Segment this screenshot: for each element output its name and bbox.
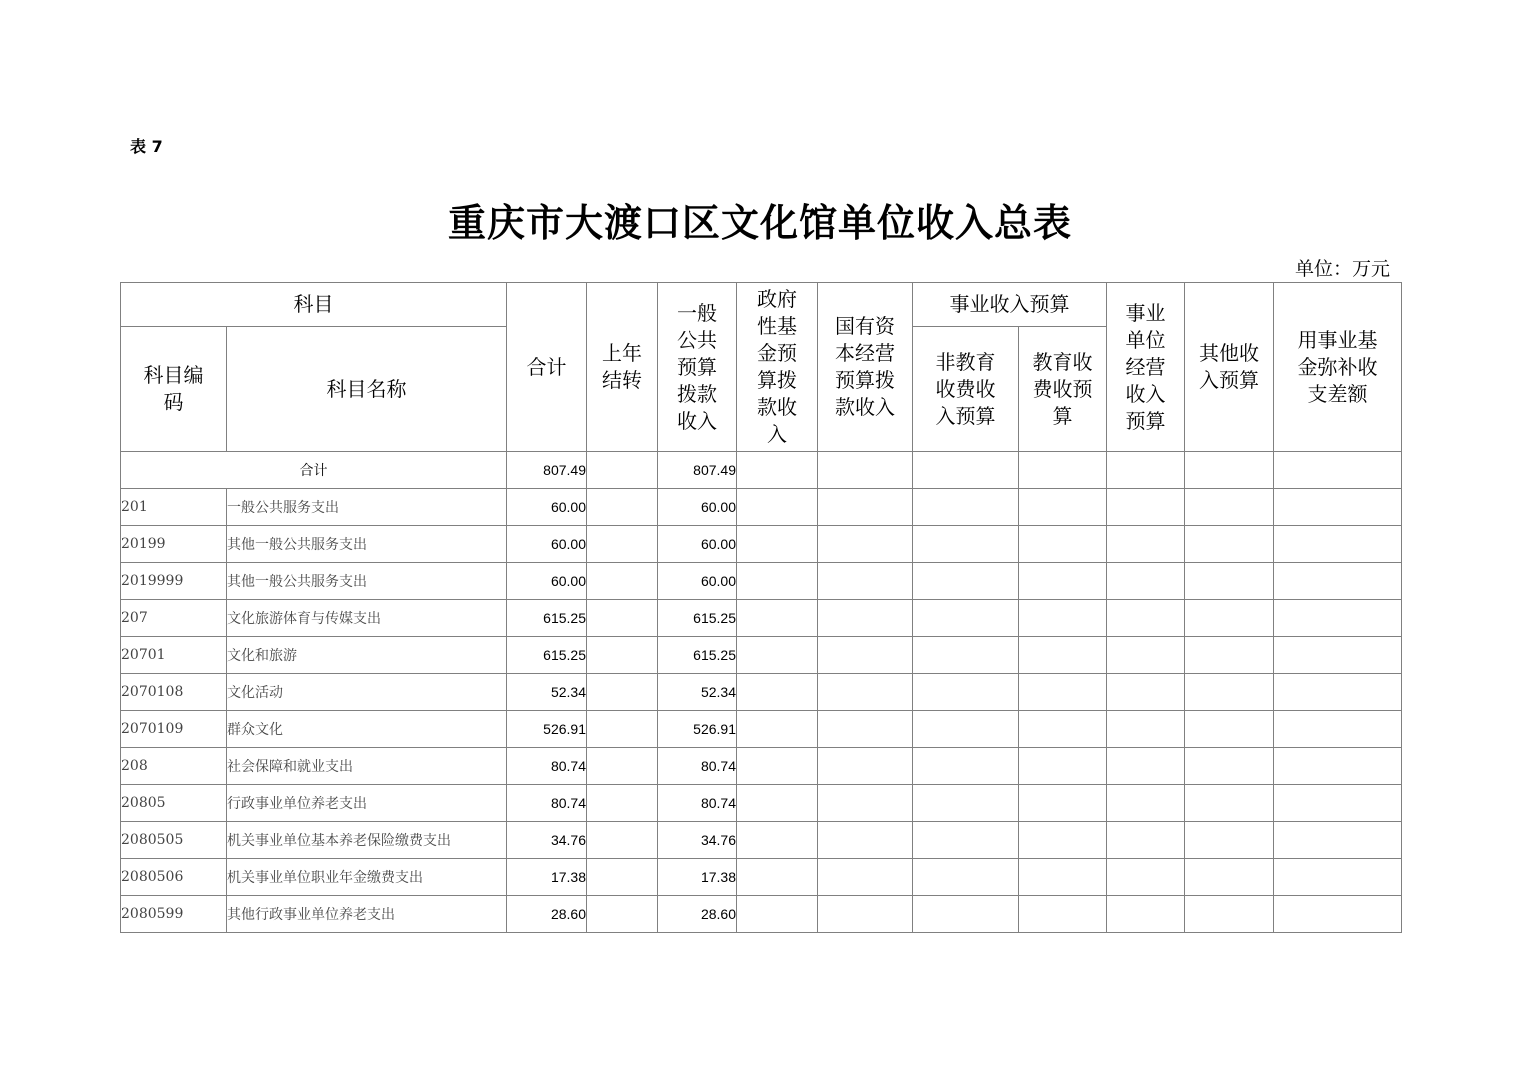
empty-cell bbox=[1274, 859, 1402, 896]
empty-cell bbox=[1019, 489, 1107, 526]
empty-cell bbox=[587, 526, 658, 563]
total-cell: 34.76 bbox=[507, 822, 587, 859]
subject-name-cell: 一般公共服务支出 bbox=[227, 489, 507, 526]
header-subject-name: 科目名称 bbox=[227, 327, 507, 452]
empty-cell bbox=[818, 637, 913, 674]
subject-code-cell: 2080599 bbox=[121, 896, 227, 933]
empty-cell bbox=[737, 563, 818, 600]
empty-cell bbox=[737, 600, 818, 637]
empty-cell bbox=[1019, 452, 1107, 489]
subject-name-cell: 行政事业单位养老支出 bbox=[227, 785, 507, 822]
empty-cell bbox=[1107, 822, 1185, 859]
empty-cell bbox=[737, 526, 818, 563]
subject-name-cell: 其他一般公共服务支出 bbox=[227, 526, 507, 563]
empty-cell bbox=[587, 674, 658, 711]
header-other-income bbox=[1185, 283, 1274, 452]
header-subject-code bbox=[121, 327, 227, 452]
empty-cell bbox=[913, 785, 1019, 822]
empty-cell bbox=[1107, 489, 1185, 526]
empty-cell bbox=[737, 489, 818, 526]
empty-cell bbox=[587, 489, 658, 526]
table-number-label: 表 7 bbox=[130, 137, 163, 156]
empty-cell bbox=[1185, 822, 1274, 859]
header-row-1 bbox=[121, 283, 1402, 327]
empty-cell bbox=[587, 859, 658, 896]
subject-code-cell: 2070109 bbox=[121, 711, 227, 748]
empty-cell bbox=[587, 822, 658, 859]
empty-cell bbox=[737, 748, 818, 785]
empty-cell bbox=[1274, 785, 1402, 822]
general-public-budget-cell: 80.74 bbox=[658, 748, 737, 785]
empty-cell bbox=[587, 785, 658, 822]
empty-cell bbox=[818, 748, 913, 785]
empty-cell bbox=[1274, 896, 1402, 933]
empty-cell bbox=[913, 674, 1019, 711]
total-row bbox=[121, 452, 1402, 489]
table-row bbox=[121, 600, 1402, 637]
total-cell: 60.00 bbox=[507, 563, 587, 600]
empty-cell bbox=[1107, 674, 1185, 711]
empty-cell bbox=[1185, 711, 1274, 748]
empty-cell bbox=[818, 563, 913, 600]
total-cell: 52.34 bbox=[507, 674, 587, 711]
empty-cell bbox=[1019, 859, 1107, 896]
general-public-budget-cell: 60.00 bbox=[658, 489, 737, 526]
header-non-education-fee bbox=[913, 327, 1019, 452]
subject-code-cell: 208 bbox=[121, 748, 227, 785]
header-non-education-fee-text: 非教育收费收入预算 bbox=[935, 349, 996, 428]
total-cell: 60.00 bbox=[507, 489, 587, 526]
header-last-year-carryover-text: 上年结转 bbox=[602, 341, 642, 392]
total-cell: 615.25 bbox=[507, 637, 587, 674]
empty-cell bbox=[1185, 600, 1274, 637]
empty-cell bbox=[1185, 526, 1274, 563]
empty-cell bbox=[737, 711, 818, 748]
subject-name-cell: 群众文化 bbox=[227, 711, 507, 748]
total-cell: 60.00 bbox=[507, 526, 587, 563]
empty-cell bbox=[818, 896, 913, 933]
empty-cell bbox=[1185, 859, 1274, 896]
empty-cell bbox=[913, 600, 1019, 637]
total-cell: 526.91 bbox=[507, 711, 587, 748]
subject-name-cell: 文化旅游体育与传媒支出 bbox=[227, 600, 507, 637]
table-row bbox=[121, 785, 1402, 822]
empty-cell bbox=[737, 822, 818, 859]
income-summary-table bbox=[120, 282, 1402, 933]
empty-cell bbox=[913, 637, 1019, 674]
empty-cell bbox=[587, 711, 658, 748]
empty-cell bbox=[1019, 563, 1107, 600]
empty-cell bbox=[1107, 563, 1185, 600]
empty-cell bbox=[818, 600, 913, 637]
header-fund-offset bbox=[1274, 283, 1402, 452]
total-cell: 17.38 bbox=[507, 859, 587, 896]
general-public-budget-cell: 17.38 bbox=[658, 859, 737, 896]
empty-cell bbox=[1107, 600, 1185, 637]
subject-code-cell: 20701 bbox=[121, 637, 227, 674]
subject-name-cell: 社会保障和就业支出 bbox=[227, 748, 507, 785]
subject-code-cell: 2019999 bbox=[121, 563, 227, 600]
empty-cell bbox=[913, 563, 1019, 600]
empty-cell bbox=[1107, 711, 1185, 748]
empty-cell bbox=[913, 896, 1019, 933]
empty-cell bbox=[1019, 896, 1107, 933]
empty-cell bbox=[1274, 748, 1402, 785]
empty-cell bbox=[913, 748, 1019, 785]
empty-cell bbox=[913, 452, 1019, 489]
total-row-general-public-budget: 807.49 bbox=[658, 452, 737, 489]
general-public-budget-cell: 60.00 bbox=[658, 563, 737, 600]
empty-cell bbox=[587, 637, 658, 674]
empty-cell bbox=[913, 526, 1019, 563]
empty-cell bbox=[1019, 526, 1107, 563]
page-title: 重庆市大渡口区文化馆单位收入总表 bbox=[447, 201, 1072, 245]
empty-cell bbox=[737, 896, 818, 933]
total-row-total: 807.49 bbox=[507, 452, 587, 489]
subject-name-cell: 文化和旅游 bbox=[227, 637, 507, 674]
subject-code-cell: 201 bbox=[121, 489, 227, 526]
general-public-budget-cell: 28.60 bbox=[658, 896, 737, 933]
subject-code-cell: 20805 bbox=[121, 785, 227, 822]
total-cell: 615.25 bbox=[507, 600, 587, 637]
empty-cell bbox=[818, 489, 913, 526]
general-public-budget-cell: 80.74 bbox=[658, 785, 737, 822]
header-last-year-carryover bbox=[587, 283, 658, 452]
general-public-budget-cell: 60.00 bbox=[658, 526, 737, 563]
subject-code-cell: 2080505 bbox=[121, 822, 227, 859]
total-cell: 28.60 bbox=[507, 896, 587, 933]
general-public-budget-cell: 34.76 bbox=[658, 822, 737, 859]
empty-cell bbox=[1274, 674, 1402, 711]
empty-cell bbox=[913, 711, 1019, 748]
empty-cell bbox=[1274, 711, 1402, 748]
empty-cell bbox=[1185, 674, 1274, 711]
table-row bbox=[121, 748, 1402, 785]
empty-cell bbox=[587, 896, 658, 933]
empty-cell bbox=[1019, 711, 1107, 748]
empty-cell bbox=[913, 822, 1019, 859]
total-cell: 80.74 bbox=[507, 748, 587, 785]
total-cell: 80.74 bbox=[507, 785, 587, 822]
subject-code-cell: 2080506 bbox=[121, 859, 227, 896]
empty-cell bbox=[1274, 563, 1402, 600]
empty-cell bbox=[1185, 563, 1274, 600]
empty-cell bbox=[587, 600, 658, 637]
header-gov-fund-budget bbox=[737, 283, 818, 452]
header-business-income-budget: 事业收入预算 bbox=[913, 283, 1107, 327]
table-row bbox=[121, 489, 1402, 526]
header-state-capital-budget-text: 国有资本经营预算拨款收入 bbox=[835, 314, 895, 419]
header-subject: 科目 bbox=[121, 283, 507, 327]
subject-code-cell: 20199 bbox=[121, 526, 227, 563]
header-state-capital-budget bbox=[818, 283, 913, 452]
header-gov-fund-budget-text: 政府性基金预算拨款收入 bbox=[757, 287, 797, 446]
empty-cell bbox=[913, 489, 1019, 526]
empty-cell bbox=[1107, 785, 1185, 822]
header-fund-offset-text: 用事业基金弥补收支差额 bbox=[1297, 327, 1378, 406]
table-row bbox=[121, 563, 1402, 600]
header-subject-code-text: 科目编码 bbox=[143, 363, 204, 414]
empty-cell bbox=[818, 822, 913, 859]
table-row bbox=[121, 637, 1402, 674]
empty-cell bbox=[1274, 637, 1402, 674]
empty-cell bbox=[1019, 637, 1107, 674]
header-business-operation-income-text: 事业单位经营收入预算 bbox=[1125, 300, 1166, 433]
empty-cell bbox=[587, 748, 658, 785]
empty-cell bbox=[1274, 452, 1402, 489]
empty-cell bbox=[818, 526, 913, 563]
empty-cell bbox=[1185, 785, 1274, 822]
empty-cell bbox=[737, 785, 818, 822]
header-general-public-budget bbox=[658, 283, 737, 452]
subject-name-cell: 其他行政事业单位养老支出 bbox=[227, 896, 507, 933]
subject-name-cell: 机关事业单位职业年金缴费支出 bbox=[227, 859, 507, 896]
empty-cell bbox=[818, 674, 913, 711]
empty-cell bbox=[1274, 526, 1402, 563]
empty-cell bbox=[1019, 785, 1107, 822]
empty-cell bbox=[1185, 748, 1274, 785]
table-row bbox=[121, 526, 1402, 563]
table-row bbox=[121, 711, 1402, 748]
header-education-fee-text: 教育收费收预算 bbox=[1032, 349, 1093, 428]
subject-code-cell: 207 bbox=[121, 600, 227, 637]
header-general-public-budget-text: 一般公共预算拨款收入 bbox=[677, 300, 717, 433]
empty-cell bbox=[1107, 896, 1185, 933]
empty-cell bbox=[737, 637, 818, 674]
table-row bbox=[121, 859, 1402, 896]
empty-cell bbox=[1107, 637, 1185, 674]
general-public-budget-cell: 526.91 bbox=[658, 711, 737, 748]
table-row bbox=[121, 896, 1402, 933]
table-row bbox=[121, 822, 1402, 859]
unit-label: 单位：万元 bbox=[1294, 258, 1390, 280]
empty-cell bbox=[737, 452, 818, 489]
empty-cell bbox=[1107, 452, 1185, 489]
empty-cell bbox=[818, 859, 913, 896]
empty-cell bbox=[1019, 600, 1107, 637]
empty-cell bbox=[737, 859, 818, 896]
empty-cell bbox=[1185, 489, 1274, 526]
empty-cell bbox=[1185, 637, 1274, 674]
empty-cell bbox=[818, 785, 913, 822]
empty-cell bbox=[1019, 748, 1107, 785]
header-total: 合计 bbox=[507, 283, 587, 452]
empty-cell bbox=[737, 674, 818, 711]
table-row bbox=[121, 674, 1402, 711]
empty-cell bbox=[1185, 896, 1274, 933]
empty-cell bbox=[1185, 452, 1274, 489]
empty-cell bbox=[1107, 748, 1185, 785]
general-public-budget-cell: 615.25 bbox=[658, 600, 737, 637]
empty-cell bbox=[1107, 526, 1185, 563]
empty-cell bbox=[818, 452, 913, 489]
empty-cell bbox=[587, 452, 658, 489]
empty-cell bbox=[1274, 822, 1402, 859]
header-other-income-text: 其他收入预算 bbox=[1199, 341, 1259, 392]
empty-cell bbox=[1019, 674, 1107, 711]
general-public-budget-cell: 52.34 bbox=[658, 674, 737, 711]
header-business-operation-income bbox=[1107, 283, 1185, 452]
empty-cell bbox=[913, 859, 1019, 896]
general-public-budget-cell: 615.25 bbox=[658, 637, 737, 674]
empty-cell bbox=[1274, 600, 1402, 637]
subject-name-cell: 文化活动 bbox=[227, 674, 507, 711]
subject-name-cell: 其他一般公共服务支出 bbox=[227, 563, 507, 600]
empty-cell bbox=[1019, 822, 1107, 859]
empty-cell bbox=[587, 563, 658, 600]
empty-cell bbox=[1274, 489, 1402, 526]
empty-cell bbox=[818, 711, 913, 748]
total-row-label: 合计 bbox=[121, 452, 507, 489]
subject-code-cell: 2070108 bbox=[121, 674, 227, 711]
empty-cell bbox=[1107, 859, 1185, 896]
header-education-fee bbox=[1019, 327, 1107, 452]
subject-name-cell: 机关事业单位基本养老保险缴费支出 bbox=[227, 822, 507, 859]
